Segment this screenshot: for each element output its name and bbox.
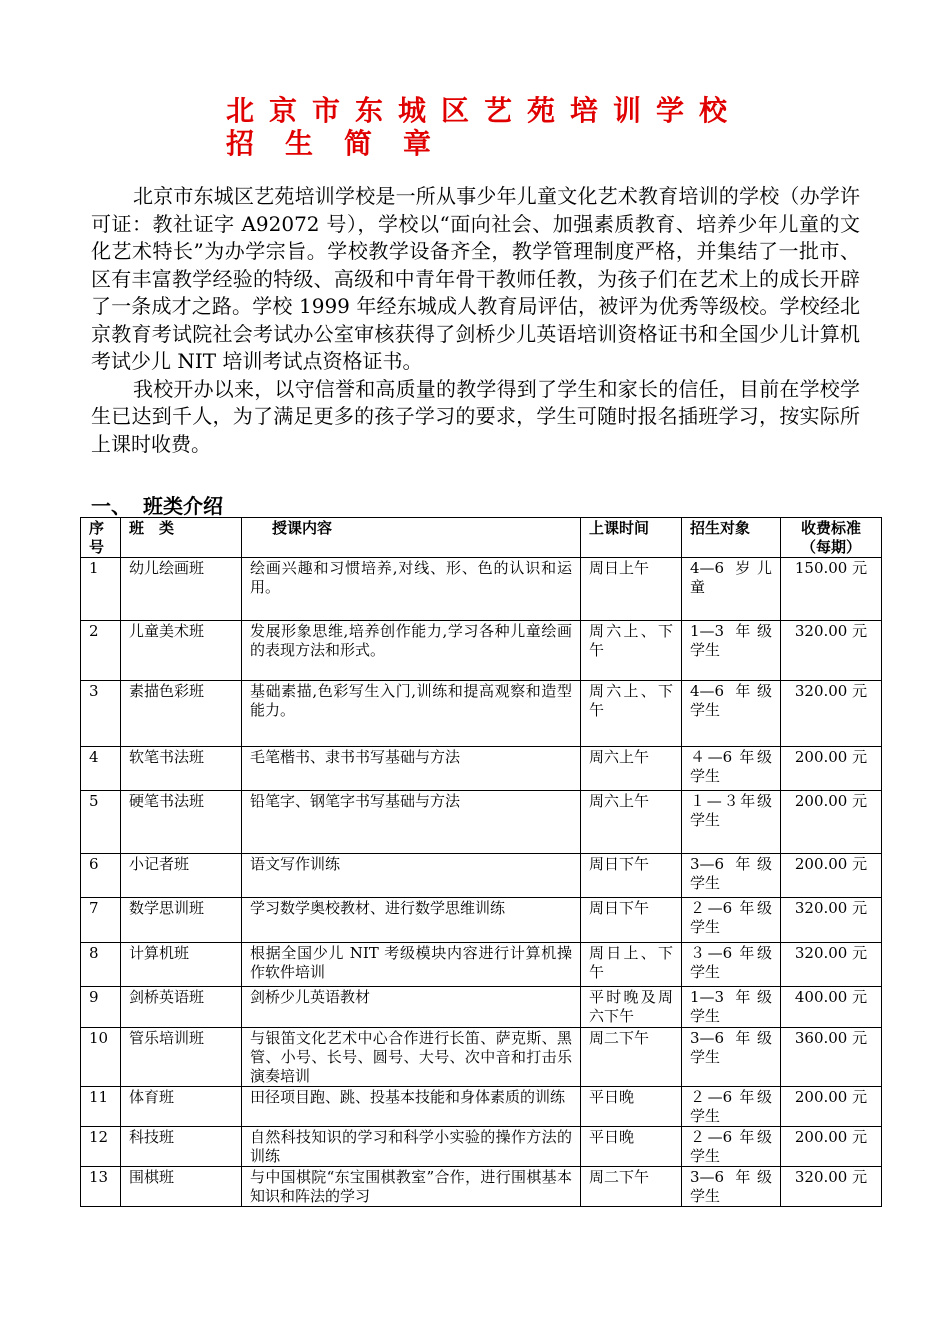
row-class: 科技班: [121, 1127, 242, 1167]
row-time: 周日下午: [581, 854, 682, 898]
row-target: 1—3 年级学生: [682, 621, 781, 681]
row-target: 3—6 年级学生: [682, 1167, 781, 1207]
row-content: 铅笔字、钢笔字书写基础与方法: [242, 791, 581, 854]
table-row: [81, 747, 882, 791]
row-content: 语文写作训练: [242, 854, 581, 898]
table-row: [81, 898, 882, 943]
header-target: 招生对象: [682, 518, 781, 558]
row-fee: 150.00 元: [781, 558, 882, 621]
row-time: 周日上午: [581, 558, 682, 621]
class-table: [80, 517, 882, 1207]
row-index: 4: [81, 747, 121, 791]
row-time: 周二下午: [581, 1028, 682, 1087]
header-class: 班 类: [121, 518, 242, 558]
row-class: 软笔书法班: [121, 747, 242, 791]
row-target: ２—6 年级学生: [682, 898, 781, 943]
row-time: 周二下午: [581, 1167, 682, 1207]
row-content: 与中国棋院“东宝围棋教室”合作，进行围棋基本知识和阵法的学习: [242, 1167, 581, 1207]
row-index: 12: [81, 1127, 121, 1167]
table-row: [81, 1167, 882, 1207]
row-target: １—３年级学生: [682, 791, 781, 854]
row-class: 素描色彩班: [121, 681, 242, 747]
row-index: 8: [81, 943, 121, 987]
row-content: 田径项目跑、跳、投基本技能和身体素质的训练: [242, 1087, 581, 1127]
section-title: 班类介绍: [143, 494, 223, 518]
row-fee: 320.00 元: [781, 1167, 882, 1207]
intro-paragraph-2: 我校开办以来，以守信誉和高质量的教学得到了学生和家长的信任，目前在学校学生已达到千人，为了满足更多的孩子学习的要求，学生可随时报名插班学习，按实际所上课时收费。: [91, 376, 860, 456]
row-index: 1: [81, 558, 121, 621]
row-time: 周六上、下午: [581, 681, 682, 747]
header-index: 序号: [81, 518, 121, 558]
row-index: 13: [81, 1167, 121, 1207]
row-time: 周六上午: [581, 747, 682, 791]
table-row: [81, 558, 882, 621]
row-fee: 200.00 元: [781, 791, 882, 854]
table-row: [81, 791, 882, 854]
table-row: [81, 854, 882, 898]
row-index: 9: [81, 987, 121, 1028]
row-fee: 400.00 元: [781, 987, 882, 1028]
row-time: 周六上、下午: [581, 621, 682, 681]
intro-section: [91, 183, 860, 458]
row-target: 3—6 年级学生: [682, 854, 781, 898]
row-class: 幼儿绘画班: [121, 558, 242, 621]
row-content: 绘画兴趣和习惯培养,对线、形、色的认识和运用。: [242, 558, 581, 621]
row-target: 4—6 年级学生: [682, 681, 781, 747]
table-row: [81, 1087, 882, 1127]
row-content: 根据全国少儿 NIT 考级模块内容进行计算机操作软件培训: [242, 943, 581, 987]
row-content: 毛笔楷书、隶书书写基础与方法: [242, 747, 581, 791]
table-row: [81, 1028, 882, 1087]
row-class: 儿童美术班: [121, 621, 242, 681]
row-time: 平时晚及周六下午: [581, 987, 682, 1028]
header-time: 上课时间: [581, 518, 682, 558]
row-time: 周六上午: [581, 791, 682, 854]
row-class: 小记者班: [121, 854, 242, 898]
section-heading: [91, 494, 223, 518]
row-time: 周日上、下午: [581, 943, 682, 987]
section-number: 一、: [91, 494, 131, 518]
row-index: 10: [81, 1028, 121, 1087]
header-content: 授课内容: [242, 518, 581, 558]
row-class: 数学思训班: [121, 898, 242, 943]
document-title: 北京市东城区艺苑培训学校: [226, 94, 743, 127]
row-index: 5: [81, 791, 121, 854]
row-target: 3—6 年级学生: [682, 1028, 781, 1087]
row-target: ２—6 年级学生: [682, 1087, 781, 1127]
table-row: [81, 681, 882, 747]
table-header-row: [81, 518, 882, 558]
document-subtitle: 招生简章: [226, 127, 463, 160]
row-content: 剑桥少儿英语教材: [242, 987, 581, 1028]
row-target: 1—3 年级学生: [682, 987, 781, 1028]
row-time: 周日下午: [581, 898, 682, 943]
row-class: 计算机班: [121, 943, 242, 987]
row-fee: 320.00 元: [781, 681, 882, 747]
row-content: 与银笛文化艺术中心合作进行长笛、萨克斯、黑管、小号、长号、圆号、大号、次中音和打击乐演奏培训: [242, 1028, 581, 1087]
row-index: 11: [81, 1087, 121, 1127]
row-content: 基础素描,色彩写生入门,训练和提高观察和造型能力。: [242, 681, 581, 747]
row-content: 自然科技知识的学习和科学小实验的操作方法的训练: [242, 1127, 581, 1167]
row-target: ３—6 年级学生: [682, 943, 781, 987]
row-index: 7: [81, 898, 121, 943]
row-class: 围棋班: [121, 1167, 242, 1207]
row-fee: 320.00 元: [781, 943, 882, 987]
table-row: [81, 943, 882, 987]
row-fee: 200.00 元: [781, 747, 882, 791]
row-index: 6: [81, 854, 121, 898]
row-class: 体育班: [121, 1087, 242, 1127]
row-fee: 320.00 元: [781, 621, 882, 681]
row-index: 2: [81, 621, 121, 681]
row-class: 剑桥英语班: [121, 987, 242, 1028]
row-class: 硬笔书法班: [121, 791, 242, 854]
row-fee: 200.00 元: [781, 854, 882, 898]
row-content: 发展形象思维,培养创作能力,学习各种儿童绘画的表现方法和形式。: [242, 621, 581, 681]
row-time: 平日晚: [581, 1087, 682, 1127]
row-fee: 320.00 元: [781, 898, 882, 943]
row-target: ４—6 年级学生: [682, 747, 781, 791]
intro-paragraph-1: 北京市东城区艺苑培训学校是一所从事少年儿童文化艺术教育培训的学校（办学许可证：教社证字 A92072 号），学校以“面向社会、加强素质教育、培养少年儿童的文化艺术特长”为办学宗旨。学校教学设备齐全，教学管理制度严格，并集结了一批市、区有丰富教学经验的特级、高级和中青年骨干教师任教，为孩子们在艺术上的成长开辟了一条成才之路。学校 1999 年经东城成人教育局评估，被评为优秀等级校。学校经北京教育考试院社会考试办公室审核获得了剑桥少儿英语培训资格证书和全国少儿计算机考试少儿 NIT 培训考试点资格证书。: [91, 184, 860, 373]
row-class: 管乐培训班: [121, 1028, 242, 1087]
row-target: 4—6 岁儿童: [682, 558, 781, 621]
row-time: 平日晚: [581, 1127, 682, 1167]
header-fee: 收费标准（每期）: [781, 518, 882, 558]
row-fee: 200.00 元: [781, 1087, 882, 1127]
table-row: [81, 987, 882, 1028]
row-index: 3: [81, 681, 121, 747]
row-target: ２—6 年级学生: [682, 1127, 781, 1167]
row-fee: 360.00 元: [781, 1028, 882, 1087]
table-row: [81, 621, 882, 681]
row-fee: 200.00 元: [781, 1127, 882, 1167]
table-row: [81, 1127, 882, 1167]
row-content: 学习数学奥校教材、进行数学思维训练: [242, 898, 581, 943]
